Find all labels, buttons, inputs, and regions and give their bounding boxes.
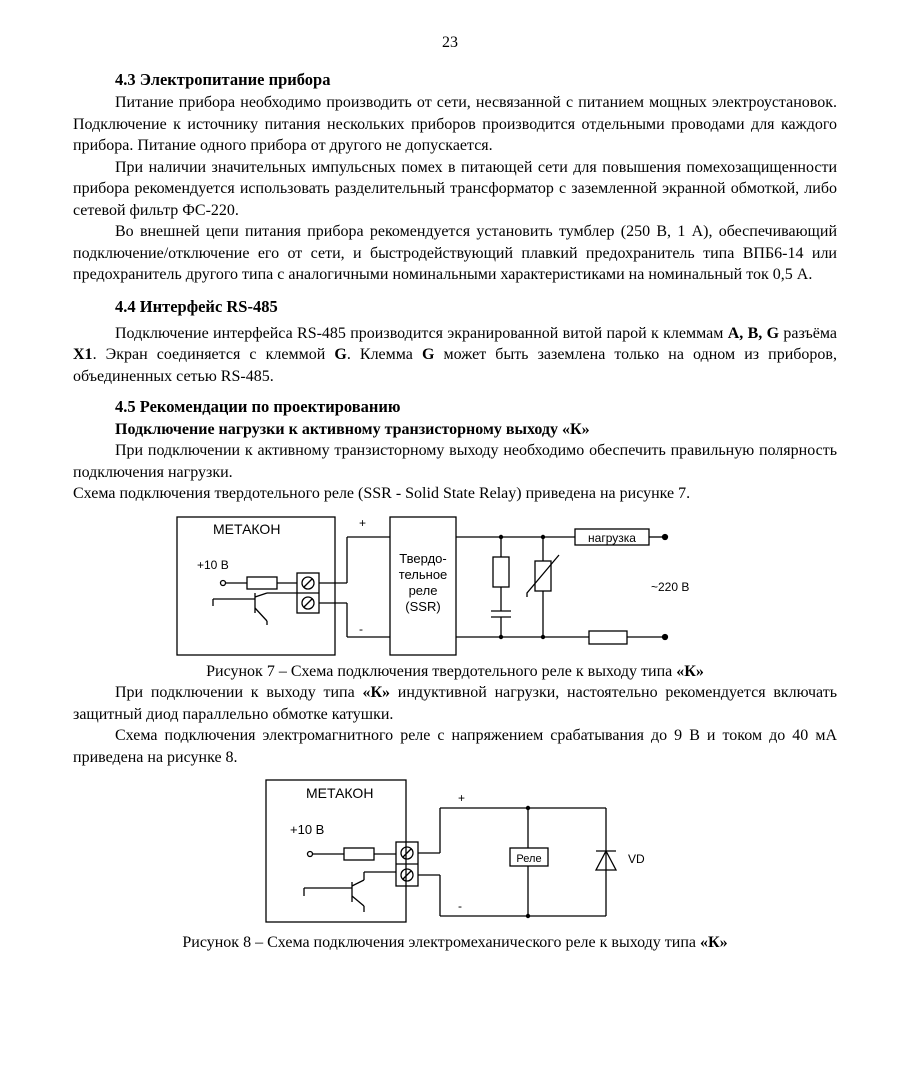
resistor-icon: [247, 577, 277, 589]
supply-label: +10 В: [197, 557, 229, 572]
device-label: МЕТАКОН: [213, 520, 281, 537]
paragraph: При подключении к выходу типа «К» индуктивной нагрузки, настоятельно рекомендуется включать защитный диод параллельно обмотке катушки.: [73, 684, 837, 723]
load-label: нагрузка: [588, 530, 636, 545]
paragraph: Во внешней цепи питания прибора рекомендуется установить тумблер (250 В, 1 А), обеспечивающий подключение/отключение его от сети, и быстродействующий плавкий предохранитель типа ВПБ6-14 или предохранитель другого типа с аналогичными номинальными характеристиками на номинальный ток 0,5 А.: [73, 223, 837, 283]
mains-label: ~220 В: [651, 579, 690, 594]
plus-label: +: [458, 791, 466, 805]
paragraph: При подключении к активному транзисторному выходу необходимо обеспечить правильную полярность подключения нагрузки.: [73, 442, 837, 481]
paragraph: При наличии значительных импульсных помех в питающей сети для повышения помехозащищенности прибора рекомендуется использовать разделительный трансформатор с заземленной экранной обмоткой, либо сетевой фильтр ФС-220.: [73, 158, 837, 219]
section-heading-rs485: 4.4 Интерфейс RS-485: [115, 296, 278, 316]
transistor-icon: [255, 608, 267, 621]
device-label: МЕТАКОН: [306, 785, 374, 801]
section-heading-design: 4.5 Рекомендации по проектированию: [115, 397, 401, 416]
figure-8-relay-diagram: [264, 776, 646, 928]
ssr-label: Твердо-: [399, 550, 447, 566]
resistor-icon: [344, 848, 374, 860]
supply-label: +10 В: [290, 822, 325, 837]
ssr-label: тельное: [398, 566, 448, 582]
section-heading-power: 4.3 Электропитание прибора: [115, 70, 331, 89]
figure-7-caption: Рисунок 7 – Схема подключения твердотельного реле к выходу типа «К»: [206, 662, 704, 680]
device-box: [266, 780, 406, 922]
paragraph: Подключение интерфейса RS-485 производится экранированной витой парой к клеммам A, B, G разъёма X1. Экран соединяется с клеммой G. Клемма G может быть заземлена только на одном из приборов, объединенных сетью RS-485.: [73, 324, 838, 385]
ssr-label: (SSR): [405, 598, 441, 614]
figure-8-caption: Рисунок 8 – Схема подключения электромеханического реле к выходу типа «К»: [182, 934, 728, 951]
ssr-label: реле: [408, 582, 438, 598]
relay-label: Реле: [516, 853, 542, 865]
subsection-heading: Подключение нагрузки к активному транзисторному выходу «К»: [115, 421, 590, 438]
transistor-icon: [352, 896, 364, 906]
snubber-resistor-icon: [493, 557, 509, 587]
minus-label: -: [458, 899, 462, 913]
page-number: 23: [442, 34, 458, 51]
device-box: [177, 517, 335, 655]
paragraph: Схема подключения твердотельного реле (SSR - Solid State Relay) приведена на рисунке 7.: [73, 485, 691, 502]
paragraph: Схема подключения электромагнитного реле с напряжением срабатывания до 9 В и током до 40 мА приведена на рисунке 8.: [73, 727, 837, 766]
plus-label: +: [359, 515, 367, 530]
page-content: [73, 68, 837, 954]
diode-label: VD: [628, 852, 645, 866]
varistor-icon: [535, 561, 551, 591]
figure-7-ssr-diagram: [175, 513, 735, 661]
minus-label: -: [359, 621, 363, 636]
paragraph: Питание прибора необходимо производить от сети, несвязанной с питанием мощных электроустановок. Подключение к источнику питания нескольких приборов производится отдельными проводами для каждого прибора. Питание одного прибора от другого не допускается.: [73, 94, 837, 154]
fuse-icon: [589, 631, 627, 644]
